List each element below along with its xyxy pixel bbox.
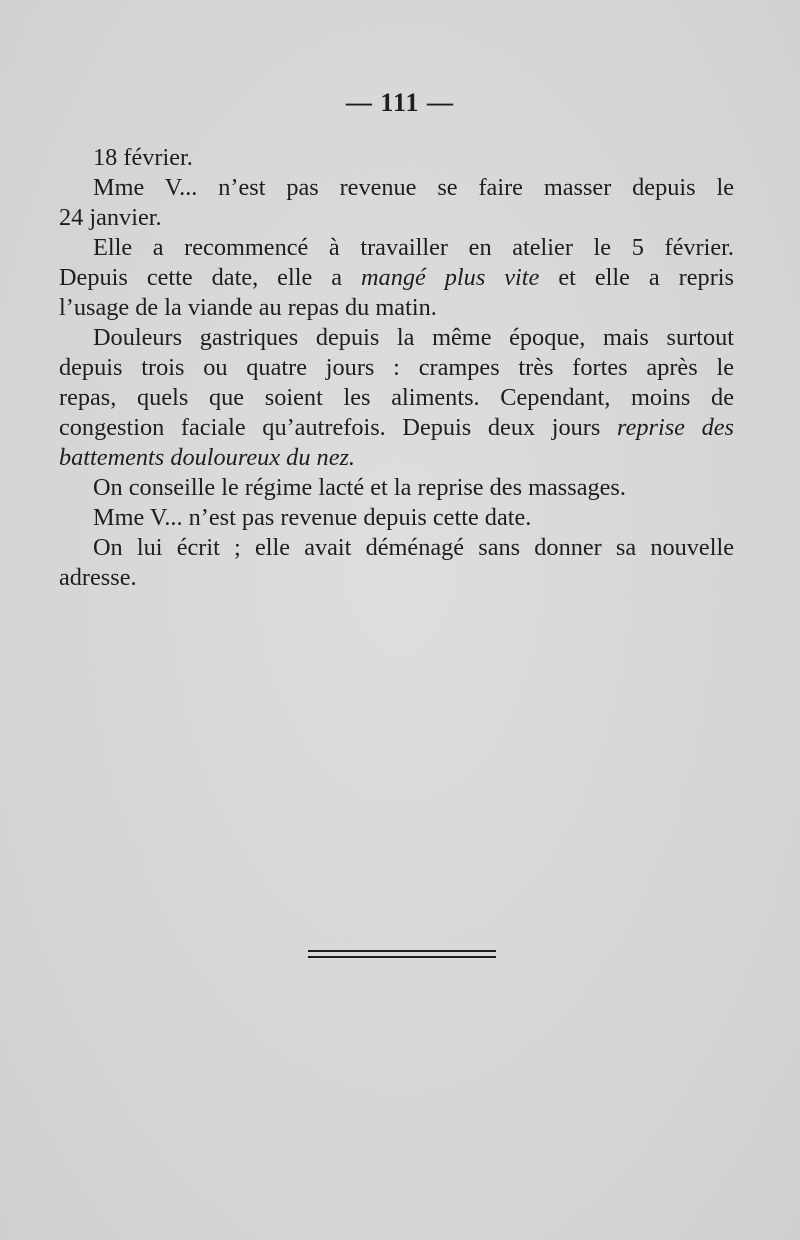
text-line: 24 janvier. [59,204,162,231]
text-line: depuis trois ou quatre jours : crampes très fortes après le [59,354,734,381]
text-line: On conseille le régime lacté et la reprise des massages. [93,474,626,501]
text-segment: Depuis cette date, elle a [59,264,362,291]
italic-segment: mangé plus vite [361,264,540,291]
text-line: adresse. [59,564,137,591]
text-segment: congestion faciale qu’autrefois. Depuis deux jours [59,414,618,441]
text-line [59,443,734,473]
text-line: Mme V... n’est pas revenue depuis cette date. [93,504,532,531]
text-line [59,263,734,293]
text-line: On lui écrit ; elle avait déménagé sans donner sa nouvelle [93,534,734,561]
text-line [59,413,734,443]
text-segment: et elle a repris [539,264,734,291]
text-line: Mme V... n’est pas revenue se faire masser depuis le [93,174,734,201]
italic-segment: battements douloureux du nez. [59,444,356,471]
text-line: l’usage de la viande au repas du matin. [59,294,437,321]
end-divider [308,950,496,962]
divider-line [308,956,496,958]
body-text [59,143,734,593]
text-line: Douleurs gastriques depuis la même époque, mais surtout [93,324,734,351]
text-line: Elle a recommencé à travailler en atelier le 5 février. [93,234,734,261]
text-line: repas, quels que soient les aliments. Cependant, moins de [59,384,734,411]
text-line: 18 février. [93,144,193,171]
italic-segment: reprise des [617,414,734,441]
divider-line [308,950,496,952]
page-number: — 111 — [345,88,455,117]
